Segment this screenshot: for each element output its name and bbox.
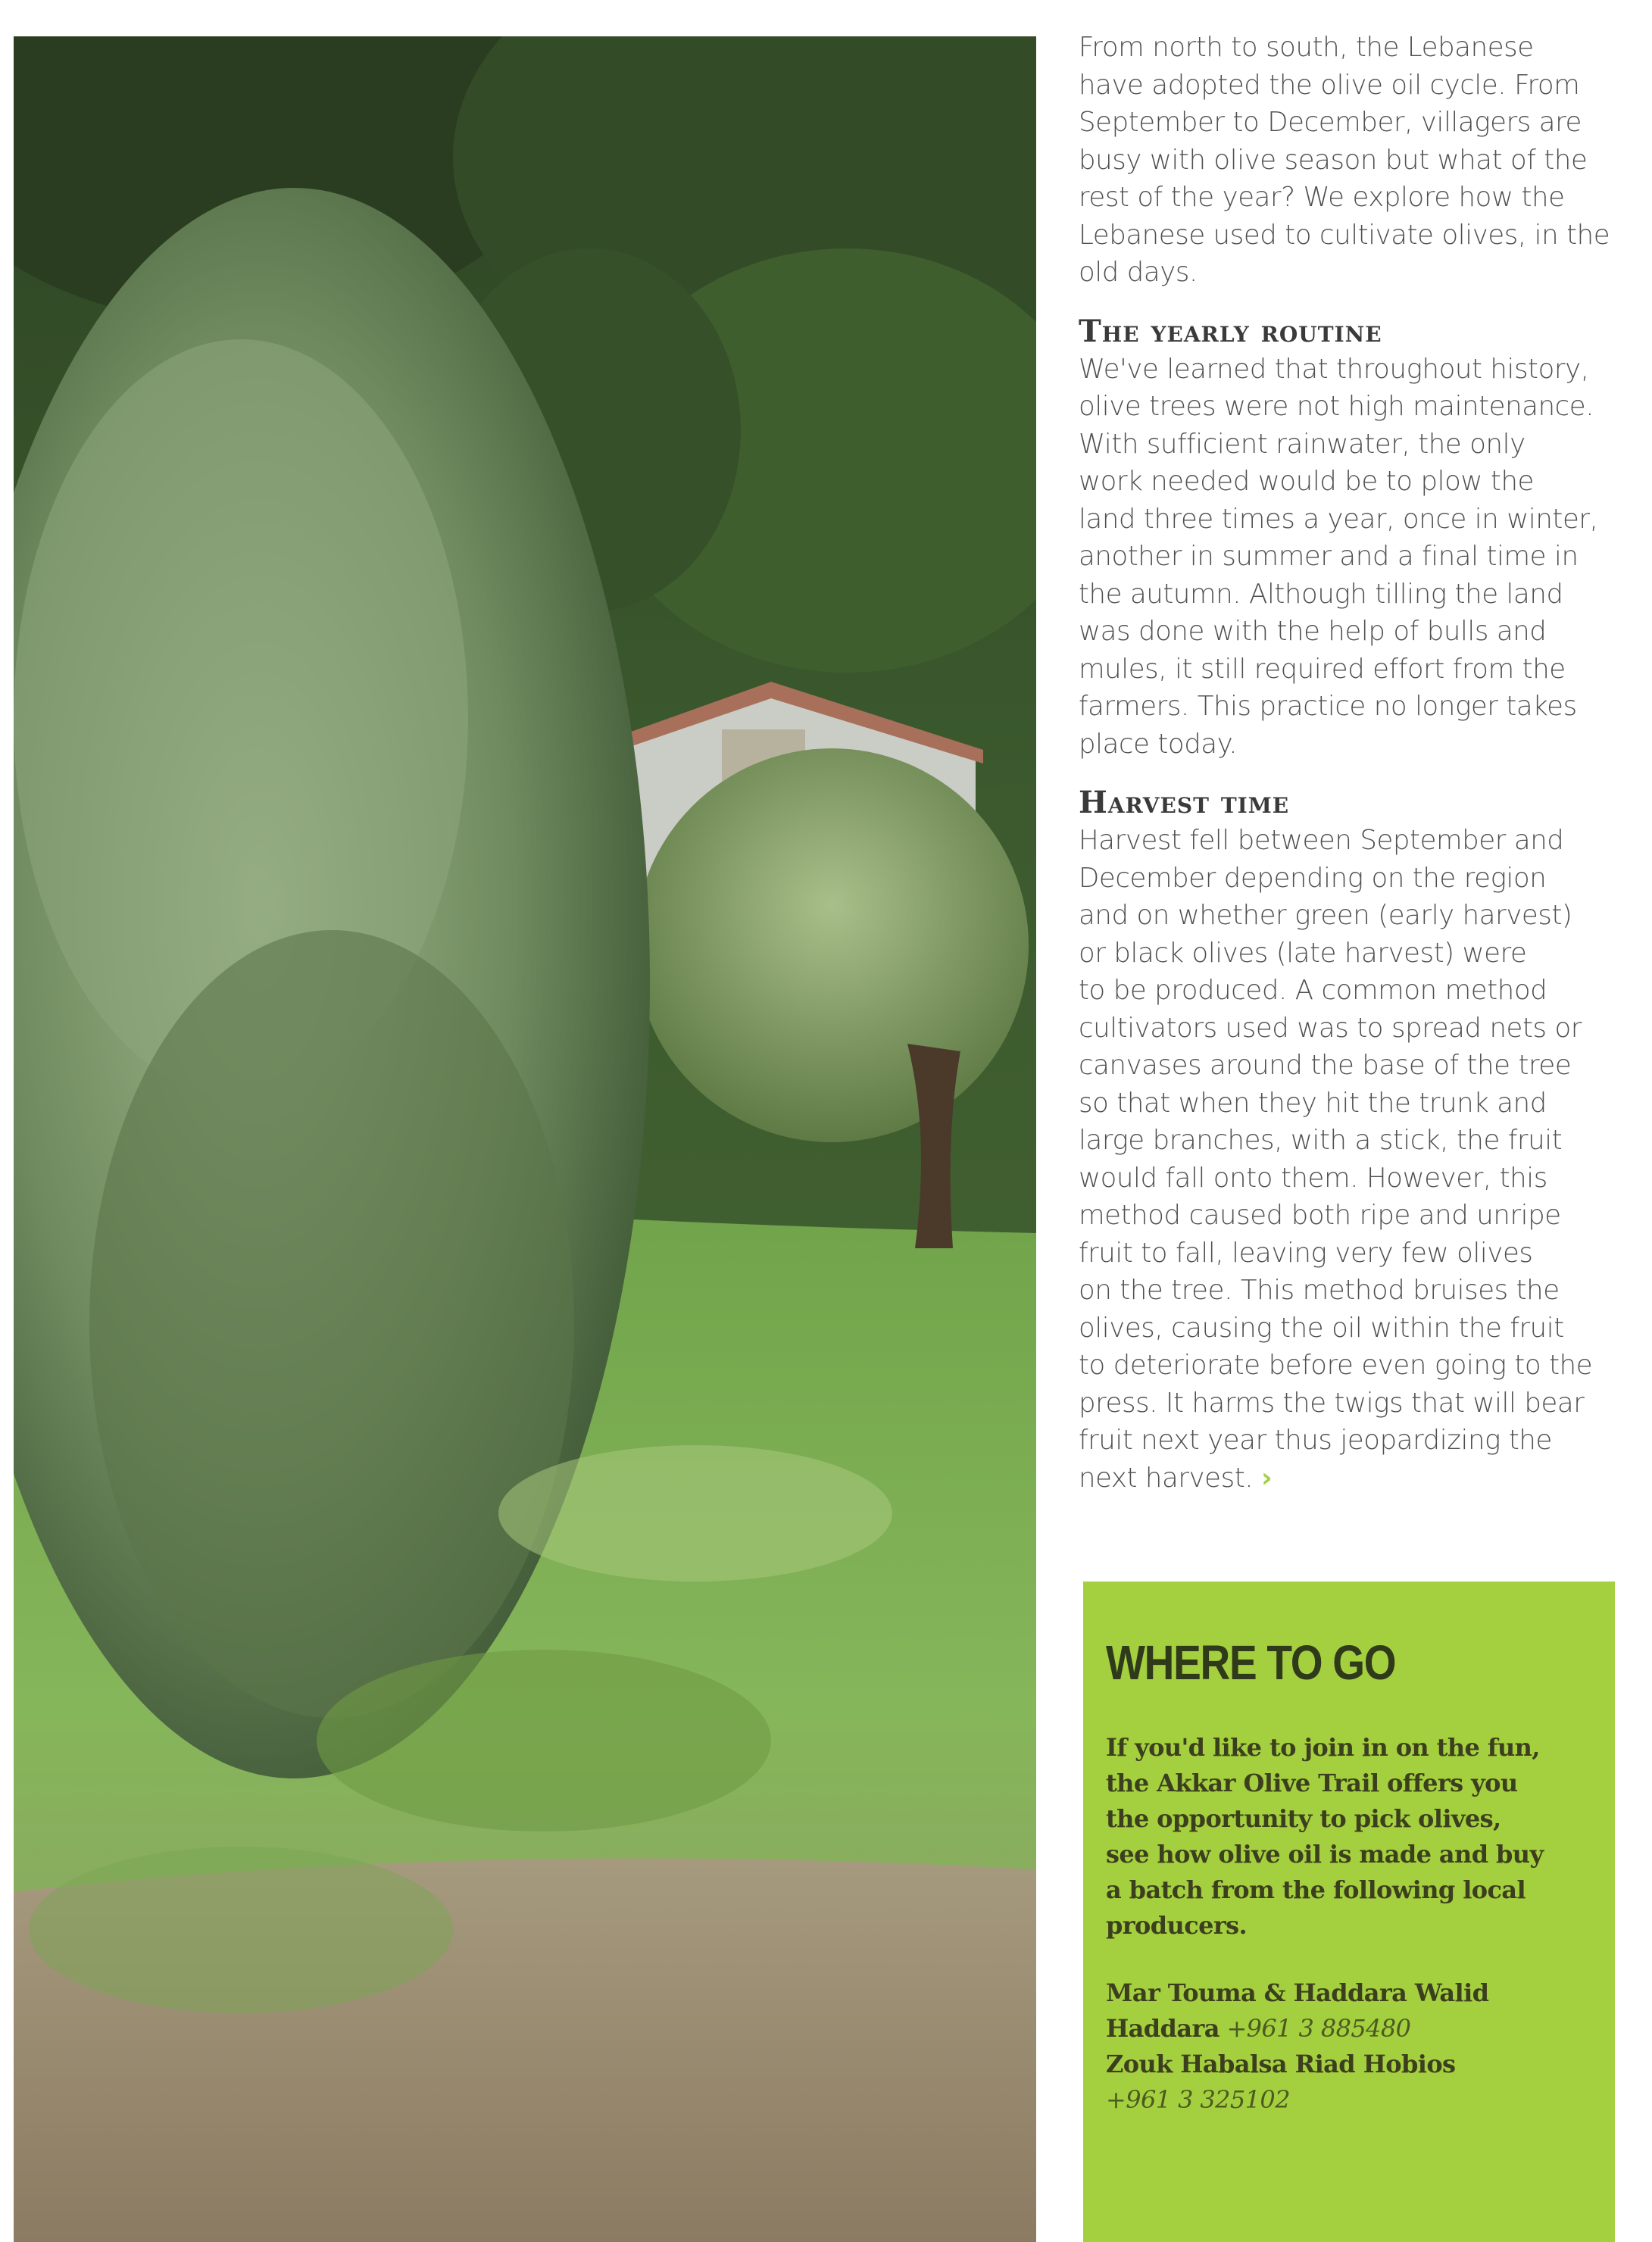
continue-arrow-icon: › [1261,1462,1273,1494]
producer-item [1106,2047,1598,2118]
section-body-harvest-time [1079,822,1625,1497]
intro-paragraph: From north to south, the Lebanese have adopted the olive oil cycle. From September to December, villagers are busy with olive season but what of the rest of the year? We explore how the Lebanese used to cultivate olives, in the old days. [1079,32,1610,288]
harvest-text: Harvest fell between September and December depending on the region and on whether green (early harvest) or black olives (late harvest) were to be produced. A common method cultivators used was to spread nets or canvases around the base of the tree so that when they hit the trunk and large branches, with a stick, the fruit would fall onto them. However, this method caused both ripe and unripe fruit to fall, leaving very few olives on the tree. This method bruises the olives, causing the oil within the fruit to deteriorate before even going to the press. It harms the twigs that will bear fruit next year thus jeopardizing the next harvest. [1079,825,1593,1494]
section-body-yearly-routine: We've learned that throughout history, olive trees were not high maintenance. With sufficient rainwater, the only work needed would be to plow the land three times a year, once in winter, another in summer and a final time in the autumn. Although tilling the land was done with the help of bulls and mules, it still required effort from the farmers. This practice no longer takes place today. [1079,353,1598,760]
producer-list [1106,1975,1598,2118]
producer-phone: +961 3 885480 [1226,2014,1411,2043]
producer-name: Zouk Habalsa Riad Hobios [1106,2050,1456,2078]
box-title: WHERE TO GO [1106,1635,1396,1690]
olive-grove-photo [14,36,1036,2242]
article-column [1079,29,1625,1497]
olive-grove-illustration-icon [14,36,1036,2242]
box-intro: If you'd like to join in on the fun, the Akkar Olive Trail offers you the opportunity to pick olives, see how olive oil is made and buy a batch from the following local producers. [1106,1733,1544,1940]
producer-name: Mar Touma & Haddara Walid Haddara [1106,1978,1489,2043]
section-heading-harvest-time: Harvest time [1079,785,1290,820]
where-to-go-box [1083,1582,1615,2242]
section-heading-yearly-routine: The yearly routine [1079,313,1382,349]
producer-phone: +961 3 325102 [1106,2085,1290,2114]
producer-item [1106,1975,1598,2047]
